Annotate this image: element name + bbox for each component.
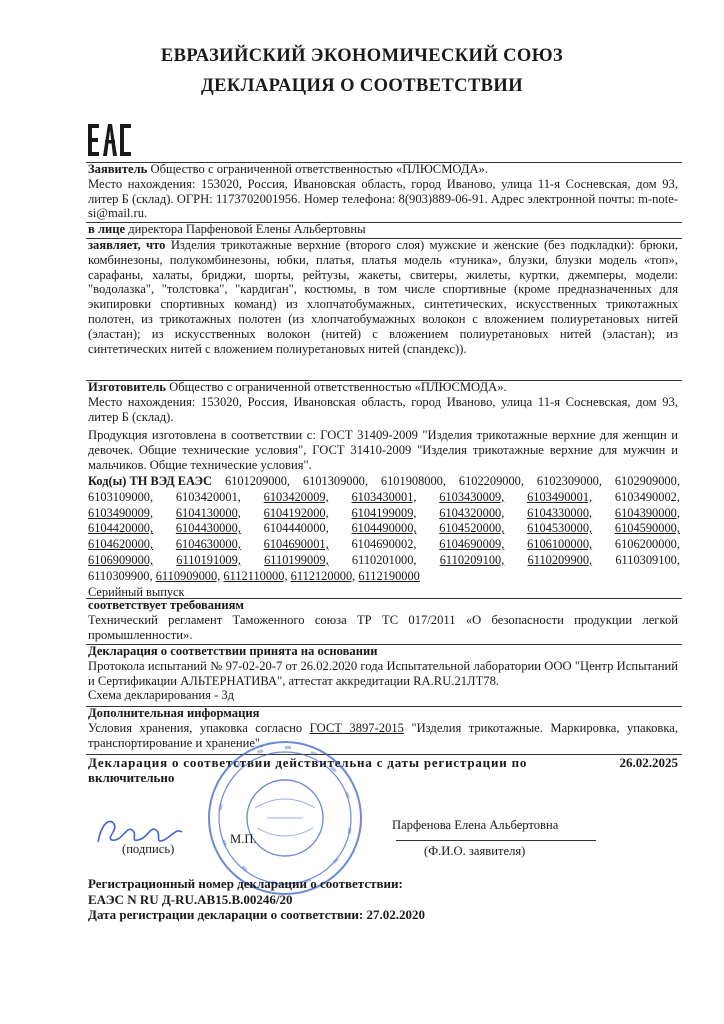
code: 6104590000, xyxy=(614,521,680,536)
code: 6112190000 xyxy=(358,568,420,583)
product-description: Изделия трикотажные верхние (второго слоя) мужские и женские (без подкладки): брюки, комбинезоны, полукомбинезоны, юбки, платья, платья модель «туника», блузки, блузки модель «топ», сарафаны, халаты, бриджи, шорты, рейтузы, жакеты, свитеры, жилеты, куртки, джемперы, модели: "водолазка", "толстовка", "кардиган", костюмы, в том числе спортивные (кроме предназначенных для экипировки спортивных команд) из хлопчатобумажных, синтетических, искусственных трикотажных полотен, из трикотажных полотен (из хлопчатобумажных волокон с вложением полиуретановых нитей (эластан); из искусственных волокон (нитей) с вложением полиуретановых нитей (эластан); из синтетических нитей с вложением полиуретановых нитей (спандекс)). xyxy=(88,238,678,356)
code: 6104330000, xyxy=(527,505,593,520)
codes-row xyxy=(88,490,680,506)
rep-label: в лице xyxy=(88,222,126,236)
conforms-text: Технический регламент Таможенного союза ТР ТС 017/2011 «О безопасности продукции легкой промышленности». xyxy=(88,612,678,642)
registration-section xyxy=(88,876,678,923)
code: 6110209900, xyxy=(527,552,593,567)
code: 6104690002, xyxy=(351,537,417,552)
code: 6103490009, xyxy=(88,505,154,520)
code: 6110199009, xyxy=(264,552,329,567)
code: 6104420000, xyxy=(88,521,154,536)
additional-text-pre: Условия хранения, упаковка согласно xyxy=(88,720,310,735)
basis-section xyxy=(88,644,678,703)
code: 6104690001, xyxy=(263,537,329,552)
code: 6103430009, xyxy=(439,489,505,504)
union-title: ЕВРАЗИЙСКИЙ ЭКОНОМИЧЕСКИЙ СОЮЗ xyxy=(160,46,564,66)
manufacturer-label: Изготовитель xyxy=(88,380,166,394)
basis-text: Протокола испытаний № 97-02-20-7 от 26.02.2020 года Испытательной лаборатории ООО "Центр Испытаний и Сертификации АЛЬТЕРНАТИВА", аттестат аккредитации RA.RU.21ЛТ78. xyxy=(88,658,678,688)
applicant-section xyxy=(88,162,678,221)
conforms-label: соответствует требованиям xyxy=(88,598,244,612)
additional-text-post: "Изделия трикотажные. Маркировка, упаковка, транспортирование и хранение". xyxy=(88,720,678,750)
codes-row xyxy=(88,506,680,522)
code: 6101908000, xyxy=(380,474,446,488)
code: 6110201000, xyxy=(351,552,417,567)
code: 6104620000, xyxy=(88,537,154,552)
codes-row xyxy=(88,521,680,537)
code: 6103490002, xyxy=(614,489,680,504)
applicant-full-name: Парфенова Елена Альбертовна xyxy=(392,818,559,832)
code: 6106909000, xyxy=(88,552,154,567)
name-caption: (Ф.И.О. заявителя) xyxy=(424,844,526,858)
serial-production: Серийный выпуск xyxy=(88,584,185,599)
eac-logo xyxy=(88,124,132,156)
registration-number: ЕАЭС N RU Д-RU.АВ15.В.00246/20 xyxy=(88,891,293,907)
code: 6104130000, xyxy=(175,505,241,520)
code: 6102209000, xyxy=(458,474,524,488)
code: 6110309100, xyxy=(615,552,680,567)
code: 6103420009, xyxy=(263,489,329,504)
codes-section xyxy=(88,474,680,600)
declares-section xyxy=(88,238,678,356)
code: 6102909000, xyxy=(614,474,680,488)
name-underline xyxy=(396,840,596,841)
seal-stamp xyxy=(205,738,365,898)
document-title: ДЕКЛАРАЦИЯ О СООТВЕТСТВИИ xyxy=(200,76,524,96)
codes-row xyxy=(88,569,680,585)
registration-date: Дата регистрации декларации о соответствии: 27.02.2020 xyxy=(88,907,425,923)
mp-label: М.П. xyxy=(230,832,257,846)
code: 6104430000, xyxy=(175,521,241,536)
validity-tail: включительно xyxy=(88,769,175,785)
codes-row xyxy=(88,537,680,553)
code: 6106100000, xyxy=(527,537,593,552)
representative xyxy=(88,222,678,237)
code: 6106200000, xyxy=(614,537,680,552)
code: 6104530000, xyxy=(527,521,593,536)
registration-label: Регистрационный номер декларации о соответствии: xyxy=(88,876,403,891)
code: 6110191009, xyxy=(176,552,241,567)
code: 6104440000, xyxy=(263,521,329,536)
codes-row xyxy=(88,553,680,569)
additional-label: Дополнительная информация xyxy=(88,706,260,720)
code: 6104192000, xyxy=(263,505,329,520)
applicant-label: Заявитель xyxy=(88,162,148,176)
code: 6112120000, xyxy=(290,568,356,583)
code: 6101209000, xyxy=(224,474,290,488)
manufacturer-standards: Продукция изготовлена в соответствии с: ГОСТ 31409-2009 "Изделия трикотажные верхние для женщин и девочек. Общие технические условия", ГОСТ 31410-2009 "Изделия трикотажные верхние для мужчин и мальчиков. Общие технические условия". xyxy=(88,428,678,472)
code: 6104630000, xyxy=(175,537,241,552)
declares-label: заявляет, что xyxy=(88,238,166,252)
scheme-text: Схема декларирования - 3д xyxy=(88,688,235,703)
applicant-address: Место нахождения: 153020, Россия, Ивановская область, город Иваново, улица 11-я Сосневская, дом 93, литер Б (склад). ОГРН: 1173702001956. Номер телефона: 8(903)889-06-91. Адрес электронной почты: m-note-si@mail.ru. xyxy=(88,176,678,221)
conforms-section xyxy=(88,598,678,642)
code: 6104320000, xyxy=(439,505,505,520)
code: 6104390000, xyxy=(614,505,680,520)
code: 6110909000, xyxy=(155,568,221,583)
code: 6112110000, xyxy=(223,568,288,583)
basis-label: Декларация о соответствии принята на основании xyxy=(88,644,378,658)
manufacturer-address: Место нахождения: 153020, Россия, Ивановская область, город Иваново, улица 11-я Сосневская, дом 93, литер Б (склад). xyxy=(88,394,678,424)
additional-section xyxy=(88,706,678,750)
validity-date: 26.02.2025 xyxy=(619,755,678,770)
code: 6110209100, xyxy=(439,552,505,567)
codes-first-row xyxy=(88,474,680,490)
code: 6102309000, xyxy=(536,474,602,488)
code: 6101309000, xyxy=(302,474,368,488)
validity-section xyxy=(88,756,678,786)
manufacturer-section xyxy=(88,380,678,473)
signature-caption: (подпись) xyxy=(122,842,175,856)
gost-link[interactable]: ГОСТ 3897-2015 xyxy=(309,720,404,735)
codes-label: Код(ы) ТН ВЭД ЕАЭС xyxy=(88,474,213,488)
code: 6104690009, xyxy=(439,537,505,552)
validity-text: Декларация о соответствии действительна с даты регистрации по xyxy=(88,755,528,770)
code: 6103490001, xyxy=(527,489,593,504)
manufacturer-name: Общество с ограниченной ответственностью «ПЛЮСМОДА». xyxy=(165,380,507,394)
code: 6103420001, xyxy=(175,489,241,504)
code: 6104199009, xyxy=(351,505,417,520)
applicant-name: Общество с ограниченной ответственностью «ПЛЮСМОДА». xyxy=(147,162,488,176)
code: 6103430001, xyxy=(351,489,417,504)
code: 6103109000, xyxy=(88,489,154,504)
code: 6104520000, xyxy=(439,521,505,536)
rep-name: директора Парфеновой Елены Альбертовны xyxy=(125,222,366,236)
code: 6104490000, xyxy=(351,521,417,536)
code: 6110309900, xyxy=(88,568,153,583)
